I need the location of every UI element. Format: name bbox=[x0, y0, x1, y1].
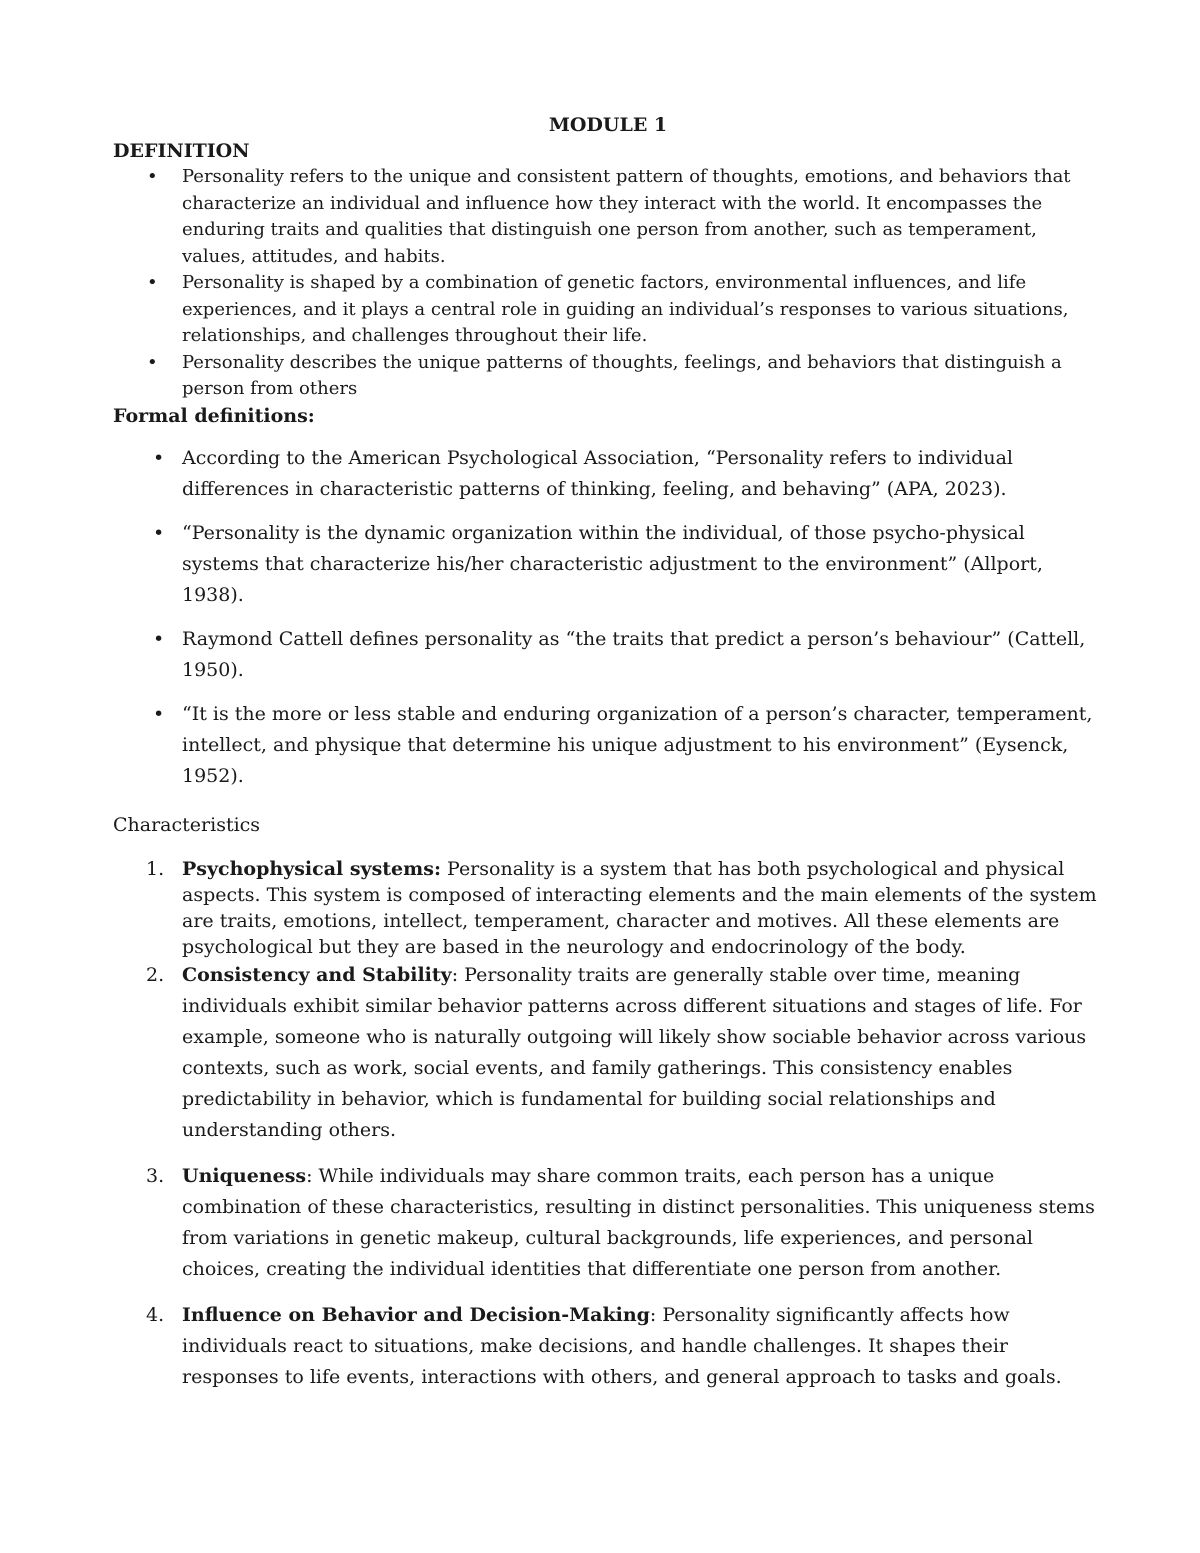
characteristic-item bbox=[113, 1300, 1103, 1393]
formal-definition-item: • “It is the more or less stable and enduring organization of a person’s character, temperament, intellect, and physique that determine his unique adjustment to his environment” (Eysenck, 1952). bbox=[113, 699, 1103, 792]
item-number: 1. bbox=[146, 857, 165, 880]
definition-item: • Personality describes the unique patterns of thoughts, feelings, and behaviors that distinguish a person from others bbox=[113, 350, 1103, 403]
definition-item: • Personality is shaped by a combination of genetic factors, environmental influences, and life experiences, and it plays a central role in guiding an individual’s responses to various situations, relationships, and challenges throughout their life. bbox=[113, 270, 1103, 350]
item-number: 2. bbox=[146, 963, 165, 986]
formal-definition-item: • Raymond Cattell defines personality as “the traits that predict a person’s behaviour” (Cattell, 1950). bbox=[113, 624, 1103, 686]
characteristic-term: Psychophysical systems: bbox=[182, 857, 441, 880]
item-number: 3. bbox=[146, 1164, 165, 1187]
formal-definition-item: • “Personality is the dynamic organization within the individual, of those psycho-physical systems that characterize his/her characteristic adjustment to the environment” (Allport, 1938). bbox=[113, 518, 1103, 611]
characteristic-term: Influence on Behavior and Decision-Making bbox=[182, 1303, 650, 1326]
characteristic-text: : Personality significantly affects how individuals react to situations, make decisions, and handle challenges. It shapes their responses to life events, interactions with others, and general approach to tasks and goals. bbox=[182, 1303, 1062, 1388]
definition-heading: DEFINITION bbox=[113, 140, 250, 162]
characteristic-term: Uniqueness bbox=[182, 1164, 307, 1187]
characteristics-heading: Characteristics bbox=[113, 813, 261, 836]
item-number: 4. bbox=[146, 1303, 165, 1326]
formal-definitions-list bbox=[113, 443, 1103, 792]
characteristics-list bbox=[113, 856, 1103, 1393]
characteristic-text: : Personality traits are generally stable over time, meaning individuals exhibit similar behavior patterns across different situations and stages of life. For example, someone who is naturally outgoing will likely show sociable behavior across various contexts, such as work, social events, and family gatherings. This consistency enables predictability in behavior, which is fundamental for building social relationships and understanding others. bbox=[182, 963, 1087, 1141]
characteristic-text: : While individuals may share common traits, each person has a unique combination of these characteristics, resulting in distinct personalities. This uniqueness stems from variations in genetic makeup, cultural backgrounds, life experiences, and personal choices, creating the individual identities that differentiate one person from another. bbox=[182, 1164, 1095, 1280]
characteristic-item bbox=[113, 960, 1103, 1146]
formal-definitions-heading: Formal definitions: bbox=[113, 404, 315, 427]
characteristic-item bbox=[113, 856, 1103, 960]
characteristic-item bbox=[113, 1161, 1103, 1285]
formal-definition-item: • According to the American Psychological Association, “Personality refers to individual differences in characteristic patterns of thinking, feeling, and behaving” (APA, 2023). bbox=[113, 443, 1103, 505]
characteristic-term: Consistency and Stability bbox=[182, 963, 452, 986]
document-page bbox=[113, 112, 1103, 1408]
definition-item: • Personality refers to the unique and consistent pattern of thoughts, emotions, and behaviors that characterize an individual and influence how they interact with the world. It encompasses the enduring traits and qualities that distinguish one person from another, such as temperament, values, attitudes, and habits. bbox=[113, 164, 1103, 270]
definition-list bbox=[113, 164, 1103, 403]
page-title: MODULE 1 bbox=[548, 114, 668, 136]
characteristic-text: Personality is a system that has both psychological and physical aspects. This system is composed of interacting elements and the main elements of the system are traits, emotions, intellect, temperament, character and motives. All these elements are psychological but they are based in the neurology and endocrinology of the body. bbox=[182, 857, 1097, 958]
